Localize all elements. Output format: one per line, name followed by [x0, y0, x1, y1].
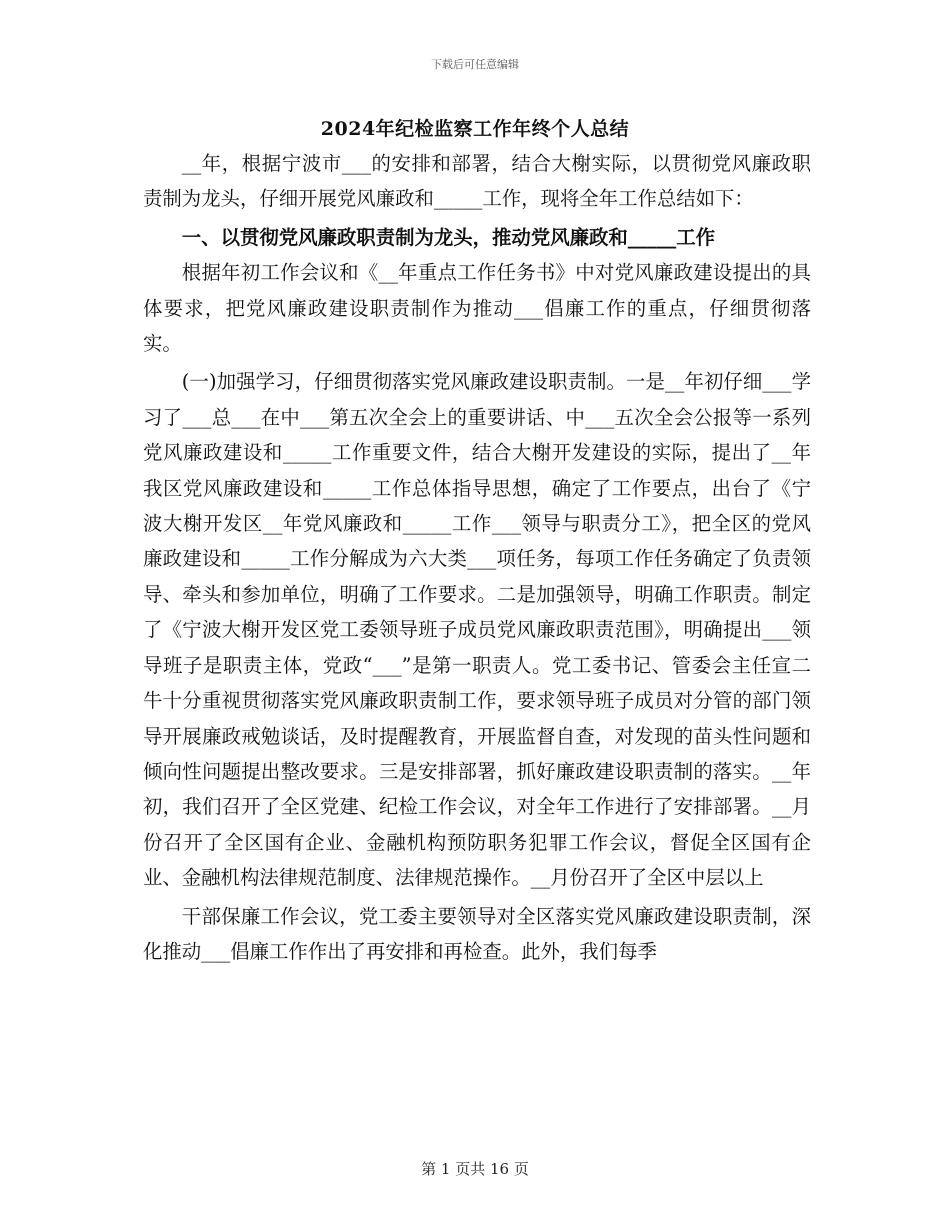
- paragraph-subsection-1: (一)加强学习，仔细贯彻落实党风廉政建设职责制。一是__年初仔细___学习了___总___在中___第五次全会上的重要讲话、中___五次全会公报等一系列党风廉政建设和_____工作重要文件，结合大榭开发建设的实际，提出了__年我区党风廉政建设和_____工作总体指导思想，确定了工作要点，出台了《宁波大榭开发区__年党风廉政和_____工作___领导与职责分工》，把全区的党风廉政建设和_____工作分解成为六大类___项任务，每项工作任务确定了负责领导、牵头和参加单位，明确了工作要求。二是加强领导，明确工作职责。制定了《宁波大榭开发区党工委领导班子成员党风廉政职责范围》，明确提出___领导班子是职责主体，党政“___”是第一职责人。党工委书记、管委会主任宣二牛十分重视贯彻落实党风廉政职责制工作，要求领导班子成员对分管的部门领导开展廉政戒勉谈话，及时提醒教育，开展监督自查，对发现的苗头性问题和倾向性问题提出整改要求。三是安排部署，抓好廉政建设职责制的落实。__年初，我们召开了全区党建、纪检工作会议，对全年工作进行了安排部署。__月份召开了全区国有企业、金融机构预防职务犯罪工作会议，督促全区国有企业、金融机构法律规范制度、法律规范操作。__月份召开了全区中层以上: [143, 370, 811, 890]
- paragraph-intro: __年，根据宁波市___的安排和部署，结合大榭实际，以贯彻党风廉政职责制为龙头，仔细开展党风廉政和_____工作，现将全年工作总结如下：: [143, 152, 811, 211]
- header-note: 下载后可任意编辑: [431, 58, 519, 71]
- paragraph-continuation: 干部保廉工作会议，党工委主要领导对全区落实党风廉政建设职责制，深化推动___倡廉工作作出了再安排和再检查。此外，我们每季: [143, 904, 811, 963]
- paragraph-section-1-intro: 根据年初工作会议和《__年重点工作任务书》中对党风廉政建设提出的具体要求，把党风廉政建设职责制作为推动___倡廉工作的重点，仔细贯彻落实。: [143, 261, 811, 356]
- document-body: [143, 146, 811, 969]
- section-heading-1: 一、以贯彻党风廉政职责制为龙头，推动党风廉政和_____工作: [181, 225, 716, 249]
- page-footer: 第 1 页共 16 页: [421, 1160, 529, 1178]
- document-title: 2024年纪检监察工作年终个人总结: [320, 118, 630, 140]
